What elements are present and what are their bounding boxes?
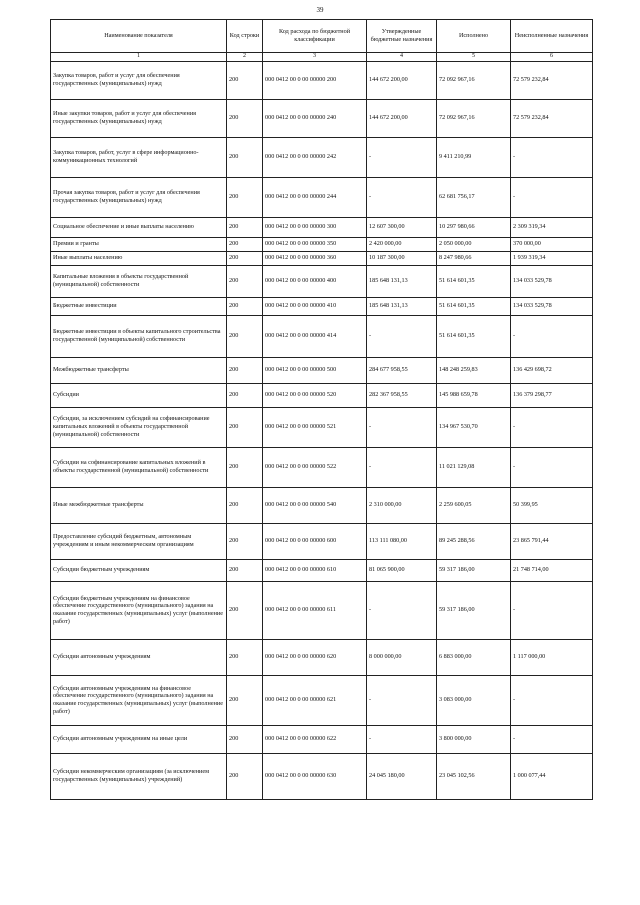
table-row xyxy=(51,251,593,265)
column-number: 5 xyxy=(437,53,511,62)
row-unexecuted-amount: - xyxy=(511,177,593,217)
row-approved-amount: - xyxy=(367,407,437,447)
row-line-code: 200 xyxy=(227,265,263,297)
page-number: 39 xyxy=(316,6,324,14)
table-row xyxy=(51,137,593,177)
row-approved-amount: 185 648 131,13 xyxy=(367,265,437,297)
row-approved-amount: 144 672 200,00 xyxy=(367,99,437,137)
row-line-code: 200 xyxy=(227,407,263,447)
row-executed-amount: 23 045 102,56 xyxy=(437,753,511,799)
row-unexecuted-amount: 136 429 698,72 xyxy=(511,357,593,383)
row-unexecuted-amount: - xyxy=(511,725,593,753)
row-line-code: 200 xyxy=(227,487,263,523)
row-line-code: 200 xyxy=(227,447,263,487)
row-unexecuted-amount: 134 033 529,78 xyxy=(511,265,593,297)
row-line-code: 200 xyxy=(227,559,263,581)
row-line-code: 200 xyxy=(227,639,263,675)
row-expense-code: 000 0412 00 0 00 00000 200 xyxy=(263,61,367,99)
row-line-code: 200 xyxy=(227,523,263,559)
table-row xyxy=(51,675,593,725)
table-row xyxy=(51,61,593,99)
row-unexecuted-amount: 1 939 319,34 xyxy=(511,251,593,265)
row-unexecuted-amount: 21 748 714,00 xyxy=(511,559,593,581)
row-indicator-name: Субсидии на софинансирование капитальных вложений в объекты государственной (муниципальной) собственности xyxy=(51,447,227,487)
header-unexecuted: Неисполненные назначения xyxy=(511,20,593,53)
row-executed-amount: 3 800 000,00 xyxy=(437,725,511,753)
row-expense-code: 000 0412 00 0 00 00000 242 xyxy=(263,137,367,177)
row-indicator-name: Премии и гранты xyxy=(51,237,227,251)
row-expense-code: 000 0412 00 0 00 00000 410 xyxy=(263,297,367,315)
row-approved-amount: 144 672 200,00 xyxy=(367,61,437,99)
row-approved-amount: - xyxy=(367,675,437,725)
row-indicator-name: Прочая закупка товаров, работ и услуг для обеспечения государственных (муниципальных) нужд xyxy=(51,177,227,217)
row-expense-code: 000 0412 00 0 00 00000 630 xyxy=(263,753,367,799)
row-indicator-name: Бюджетные инвестиции xyxy=(51,297,227,315)
row-indicator-name: Иные выплаты населению xyxy=(51,251,227,265)
row-unexecuted-amount: 50 399,95 xyxy=(511,487,593,523)
row-approved-amount: - xyxy=(367,447,437,487)
row-unexecuted-amount: - xyxy=(511,315,593,357)
row-line-code: 200 xyxy=(227,725,263,753)
row-indicator-name: Субсидии, за исключением субсидий на софинансирование капитальных вложений в объекты государственной (муниципальной) собственности xyxy=(51,407,227,447)
row-expense-code: 000 0412 00 0 00 00000 300 xyxy=(263,217,367,237)
row-executed-amount: 6 883 000,00 xyxy=(437,639,511,675)
row-expense-code: 000 0412 00 0 00 00000 244 xyxy=(263,177,367,217)
column-number: 6 xyxy=(511,53,593,62)
row-executed-amount: 148 248 259,83 xyxy=(437,357,511,383)
row-unexecuted-amount: 134 033 529,78 xyxy=(511,297,593,315)
row-approved-amount: - xyxy=(367,177,437,217)
header-indicator-name: Наименование показателя xyxy=(51,20,227,53)
table-row xyxy=(51,99,593,137)
row-unexecuted-amount: - xyxy=(511,675,593,725)
table-row xyxy=(51,297,593,315)
row-unexecuted-amount: 1 000 077,44 xyxy=(511,753,593,799)
row-executed-amount: 3 083 000,00 xyxy=(437,675,511,725)
row-approved-amount: 282 367 958,55 xyxy=(367,383,437,407)
table-row xyxy=(51,487,593,523)
row-expense-code: 000 0412 00 0 00 00000 520 xyxy=(263,383,367,407)
row-indicator-name: Капитальные вложения в объекты государственной (муниципальной) собственности xyxy=(51,265,227,297)
row-executed-amount: 51 614 601,35 xyxy=(437,265,511,297)
row-expense-code: 000 0412 00 0 00 00000 414 xyxy=(263,315,367,357)
row-line-code: 200 xyxy=(227,237,263,251)
row-executed-amount: 59 317 186,00 xyxy=(437,559,511,581)
row-line-code: 200 xyxy=(227,315,263,357)
table-row xyxy=(51,383,593,407)
row-unexecuted-amount: 370 000,00 xyxy=(511,237,593,251)
row-executed-amount: 72 092 967,16 xyxy=(437,61,511,99)
row-line-code: 200 xyxy=(227,297,263,315)
row-unexecuted-amount: 1 117 000,00 xyxy=(511,639,593,675)
row-approved-amount: 8 000 000,00 xyxy=(367,639,437,675)
row-line-code: 200 xyxy=(227,99,263,137)
row-executed-amount: 51 614 601,35 xyxy=(437,297,511,315)
row-indicator-name: Субсидии бюджетным учреждениям на финансовое обеспечение государственного (муниципального) задания на оказание государственных (муниципальных) услуг (выполнение работ) xyxy=(51,581,227,639)
row-executed-amount: 72 092 967,16 xyxy=(437,99,511,137)
budget-execution-table xyxy=(50,19,593,800)
row-approved-amount: 12 607 300,00 xyxy=(367,217,437,237)
row-approved-amount: 2 310 000,00 xyxy=(367,487,437,523)
row-indicator-name: Социальное обеспечение и иные выплаты населению xyxy=(51,217,227,237)
row-line-code: 200 xyxy=(227,217,263,237)
row-indicator-name: Иные межбюджетные трансферты xyxy=(51,487,227,523)
row-unexecuted-amount: - xyxy=(511,581,593,639)
row-approved-amount: - xyxy=(367,315,437,357)
row-executed-amount: 2 259 600,05 xyxy=(437,487,511,523)
row-approved-amount: - xyxy=(367,137,437,177)
row-line-code: 200 xyxy=(227,251,263,265)
table-row xyxy=(51,559,593,581)
row-approved-amount: 185 648 131,13 xyxy=(367,297,437,315)
row-indicator-name: Субсидии автономным учреждениям xyxy=(51,639,227,675)
row-indicator-name: Субсидии xyxy=(51,383,227,407)
row-executed-amount: 145 988 659,78 xyxy=(437,383,511,407)
row-expense-code: 000 0412 00 0 00 00000 522 xyxy=(263,447,367,487)
row-executed-amount: 134 967 530,70 xyxy=(437,407,511,447)
row-indicator-name: Закупка товаров, работ и услуг для обеспечения государственных (муниципальных) нужд xyxy=(51,61,227,99)
row-approved-amount: 113 111 080,00 xyxy=(367,523,437,559)
row-executed-amount: 8 247 980,66 xyxy=(437,251,511,265)
column-number: 4 xyxy=(367,53,437,62)
table-row xyxy=(51,357,593,383)
row-unexecuted-amount: 72 579 232,84 xyxy=(511,99,593,137)
column-number: 2 xyxy=(227,53,263,62)
table-row xyxy=(51,407,593,447)
row-line-code: 200 xyxy=(227,137,263,177)
row-approved-amount: - xyxy=(367,725,437,753)
table-row xyxy=(51,523,593,559)
row-indicator-name: Закупка товаров, работ, услуг в сфере информационно-коммуникационных технологий xyxy=(51,137,227,177)
column-number: 3 xyxy=(263,53,367,62)
row-unexecuted-amount: 136 379 298,77 xyxy=(511,383,593,407)
header-expense-code: Код расхода по бюджетной классификации xyxy=(263,20,367,53)
header-executed: Исполнено xyxy=(437,20,511,53)
row-indicator-name: Субсидии автономным учреждениям на финансовое обеспечение государственного (муниципального) задания на оказание государственных (муниципальных) услуг (выполнение работ) xyxy=(51,675,227,725)
row-line-code: 200 xyxy=(227,675,263,725)
row-expense-code: 000 0412 00 0 00 00000 521 xyxy=(263,407,367,447)
row-expense-code: 000 0412 00 0 00 00000 621 xyxy=(263,675,367,725)
row-approved-amount: 10 187 300,00 xyxy=(367,251,437,265)
row-unexecuted-amount: - xyxy=(511,137,593,177)
table-row xyxy=(51,581,593,639)
table-row xyxy=(51,265,593,297)
row-expense-code: 000 0412 00 0 00 00000 360 xyxy=(263,251,367,265)
row-indicator-name: Субсидии автономным учреждениям на иные цели xyxy=(51,725,227,753)
row-indicator-name: Бюджетные инвестиции в объекты капитального строительства государственной (муниципальной) собственности xyxy=(51,315,227,357)
row-line-code: 200 xyxy=(227,383,263,407)
row-expense-code: 000 0412 00 0 00 00000 610 xyxy=(263,559,367,581)
row-executed-amount: 2 050 000,00 xyxy=(437,237,511,251)
table-row xyxy=(51,237,593,251)
row-executed-amount: 62 681 756,17 xyxy=(437,177,511,217)
row-expense-code: 000 0412 00 0 00 00000 540 xyxy=(263,487,367,523)
row-expense-code: 000 0412 00 0 00 00000 500 xyxy=(263,357,367,383)
column-number: 1 xyxy=(51,53,227,62)
table-row xyxy=(51,217,593,237)
row-indicator-name: Межбюджетные трансферты xyxy=(51,357,227,383)
row-executed-amount: 9 411 210,99 xyxy=(437,137,511,177)
row-line-code: 200 xyxy=(227,753,263,799)
row-approved-amount: 81 065 900,00 xyxy=(367,559,437,581)
row-approved-amount: 24 045 180,00 xyxy=(367,753,437,799)
table-row xyxy=(51,177,593,217)
row-approved-amount: 2 420 000,00 xyxy=(367,237,437,251)
table-row xyxy=(51,315,593,357)
table-header-row xyxy=(51,20,593,53)
row-expense-code: 000 0412 00 0 00 00000 240 xyxy=(263,99,367,137)
row-executed-amount: 11 021 129,08 xyxy=(437,447,511,487)
row-unexecuted-amount: 23 865 791,44 xyxy=(511,523,593,559)
row-executed-amount: 51 614 601,35 xyxy=(437,315,511,357)
row-line-code: 200 xyxy=(227,581,263,639)
row-expense-code: 000 0412 00 0 00 00000 350 xyxy=(263,237,367,251)
row-approved-amount: - xyxy=(367,581,437,639)
row-indicator-name: Предоставление субсидий бюджетным, автономным учреждениям и иным некоммерческим организациям xyxy=(51,523,227,559)
row-expense-code: 000 0412 00 0 00 00000 600 xyxy=(263,523,367,559)
row-expense-code: 000 0412 00 0 00 00000 611 xyxy=(263,581,367,639)
row-line-code: 200 xyxy=(227,357,263,383)
row-expense-code: 000 0412 00 0 00 00000 400 xyxy=(263,265,367,297)
header-approved: Утвержденные бюджетные назначения xyxy=(367,20,437,53)
row-indicator-name: Субсидии некоммерческим организациям (за исключением государственных (муниципальных) учреждений) xyxy=(51,753,227,799)
row-unexecuted-amount: - xyxy=(511,447,593,487)
row-indicator-name: Субсидии бюджетным учреждениям xyxy=(51,559,227,581)
row-unexecuted-amount: 2 309 319,34 xyxy=(511,217,593,237)
header-line-code: Код строки xyxy=(227,20,263,53)
column-number-row xyxy=(51,53,593,62)
row-approved-amount: 284 677 958,55 xyxy=(367,357,437,383)
row-expense-code: 000 0412 00 0 00 00000 622 xyxy=(263,725,367,753)
row-expense-code: 000 0412 00 0 00 00000 620 xyxy=(263,639,367,675)
table-row xyxy=(51,639,593,675)
row-unexecuted-amount: - xyxy=(511,407,593,447)
row-line-code: 200 xyxy=(227,177,263,217)
row-unexecuted-amount: 72 579 232,84 xyxy=(511,61,593,99)
row-executed-amount: 59 317 186,00 xyxy=(437,581,511,639)
table-row xyxy=(51,753,593,799)
row-executed-amount: 10 297 980,66 xyxy=(437,217,511,237)
row-line-code: 200 xyxy=(227,61,263,99)
table-row xyxy=(51,447,593,487)
row-indicator-name: Иные закупки товаров, работ и услуг для обеспечения государственных (муниципальных) нужд xyxy=(51,99,227,137)
row-executed-amount: 89 245 288,56 xyxy=(437,523,511,559)
table-row xyxy=(51,725,593,753)
